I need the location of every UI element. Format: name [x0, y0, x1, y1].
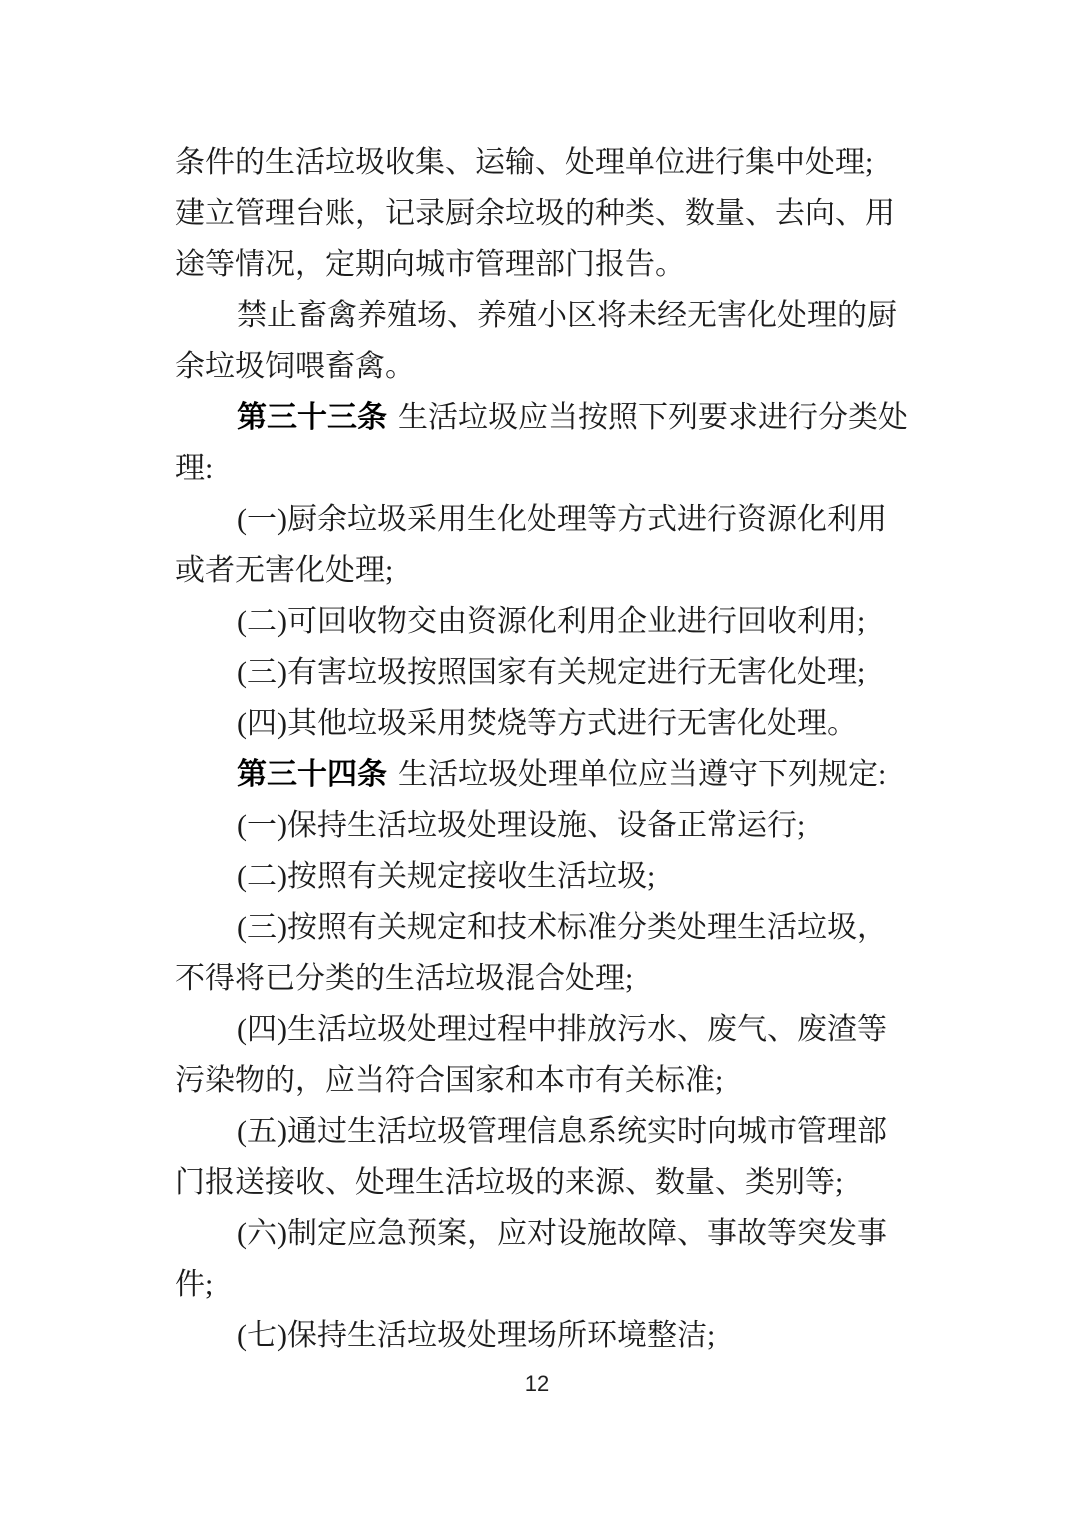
text-line: [175, 647, 935, 698]
text-line: [175, 800, 935, 851]
text-line: [175, 1157, 935, 1208]
line-text: 建立管理台账，记录厨余垃圾的种类、数量、去向、用: [175, 197, 895, 230]
text-line: [175, 1055, 935, 1106]
text-line: [175, 851, 935, 902]
text-line: [175, 1106, 935, 1157]
line-text: 不得将已分类的生活垃圾混合处理;: [175, 962, 634, 995]
line-text: 禁止畜禽养殖场、养殖小区将未经无害化处理的厨: [237, 299, 897, 332]
line-text: (四)生活垃圾处理过程中排放污水、废气、废渣等: [237, 1013, 887, 1046]
text-line: [175, 1310, 935, 1361]
line-text: 余垃圾饲喂畜禽。: [175, 350, 415, 383]
page-number: 12: [524, 1371, 550, 1396]
line-text: (三)有害垃圾按照国家有关规定进行无害化处理;: [237, 656, 866, 689]
line-text: (六)制定应急预案，应对设施故障、事故等突发事: [237, 1217, 887, 1250]
document-body: [175, 137, 935, 1361]
text-line: [175, 596, 935, 647]
line-text: 或者无害化处理;: [175, 554, 394, 587]
text-line: [175, 188, 935, 239]
line-text: (四)其他垃圾采用焚烧等方式进行无害化处理。: [237, 707, 857, 740]
page-footer: [0, 1371, 1074, 1397]
line-text: 污染物的，应当符合国家和本市有关标准;: [175, 1064, 724, 1097]
text-line: [175, 137, 935, 188]
line-text: (七)保持生活垃圾处理场所环境整洁;: [237, 1319, 716, 1352]
article-number: 第三十四条: [237, 758, 387, 791]
line-text: (五)通过生活垃圾管理信息系统实时向城市管理部: [237, 1115, 887, 1148]
text-line: [175, 341, 935, 392]
text-line: [175, 1208, 935, 1259]
article-number: 第三十三条: [237, 401, 387, 434]
line-text: 门报送接收、处理生活垃圾的来源、数量、类别等;: [175, 1166, 844, 1199]
text-line: [175, 902, 935, 953]
line-text: 生活垃圾应当按照下列要求进行分类处: [398, 401, 908, 434]
line-text: 途等情况，定期向城市管理部门报告。: [175, 248, 685, 281]
line-text: (二)可回收物交由资源化利用企业进行回收利用;: [237, 605, 866, 638]
line-text: 件;: [175, 1268, 214, 1301]
line-text: (二)按照有关规定接收生活垃圾;: [237, 860, 656, 893]
text-line: [175, 239, 935, 290]
text-line: [175, 392, 935, 443]
text-line: [175, 443, 935, 494]
text-line: [175, 290, 935, 341]
line-text: (一)保持生活垃圾处理设施、设备正常运行;: [237, 809, 806, 842]
text-line: [175, 698, 935, 749]
text-line: [175, 494, 935, 545]
line-text: 生活垃圾处理单位应当遵守下列规定:: [398, 758, 887, 791]
text-line: [175, 953, 935, 1004]
line-text: 理:: [175, 452, 214, 485]
text-line: [175, 545, 935, 596]
line-text: (三)按照有关规定和技术标准分类处理生活垃圾，: [237, 911, 887, 944]
text-line: [175, 1004, 935, 1055]
line-text: 条件的生活垃圾收集、运输、处理单位进行集中处理;: [175, 146, 874, 179]
text-line: [175, 1259, 935, 1310]
text-line: [175, 749, 935, 800]
line-text: (一)厨余垃圾采用生化处理等方式进行资源化利用: [237, 503, 887, 536]
